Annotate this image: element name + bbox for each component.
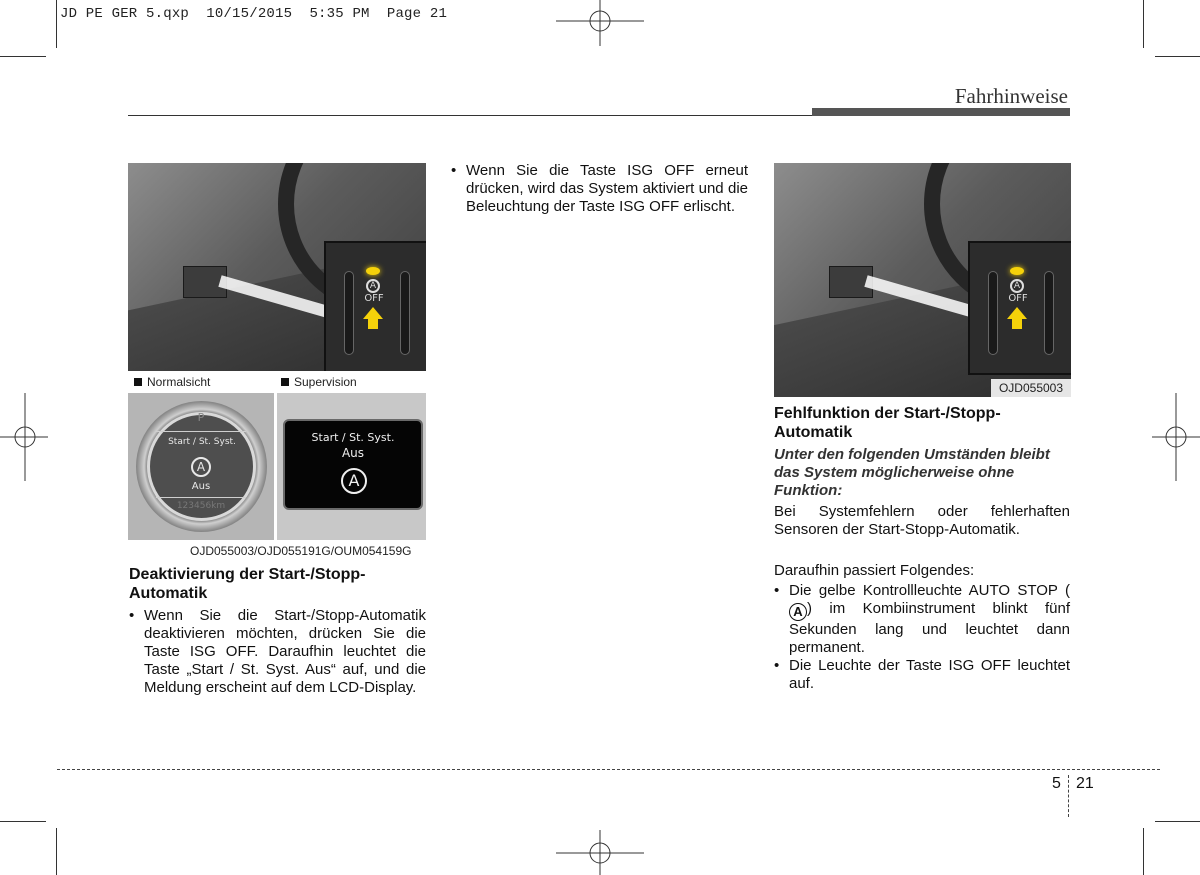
gauge-panel	[128, 393, 274, 540]
reactivation-list	[451, 162, 748, 216]
list-item: • Die gelbe Kontrollleuchte AUTO STOP (A ) im Kombiinstrument blinkt fünf Sekunden lang und leuchtet dann permanent.	[774, 582, 1070, 657]
button-zoom-inset	[968, 241, 1071, 375]
press-arrow-icon	[1007, 307, 1027, 319]
lcd-panel	[277, 393, 426, 540]
consequence-list	[774, 582, 1070, 693]
auto-stop-icon: A	[366, 279, 380, 293]
footer-divider	[57, 769, 1160, 770]
lcd-title: Start / St. Syst.	[311, 431, 395, 444]
header-rule-bar	[812, 108, 1070, 116]
auto-stop-icon: A	[341, 468, 367, 494]
gauge-odometer: 123456km	[176, 501, 226, 511]
gauge-status: Aus	[191, 481, 211, 492]
auto-stop-icon: A	[191, 457, 211, 477]
header-rule	[128, 115, 812, 116]
lcd-status: Aus	[341, 446, 365, 460]
deactivation-list	[129, 607, 426, 697]
figure-label-normal: Normalsicht	[134, 375, 210, 389]
heading-malfunction: Fehlfunktion der Start-/Stopp-Automatik	[774, 405, 1001, 441]
off-label: OFF	[364, 293, 384, 304]
list-item: • Wenn Sie die Taste ISG OFF erneut drücken, wird das System aktiviert und die Beleuchtung der Taste ISG OFF erlischt.	[451, 162, 748, 216]
heading-deactivation: Deaktivierung der Start-/Stopp-Automatik	[129, 566, 366, 602]
press-arrow-icon	[363, 307, 383, 319]
auto-stop-icon: A	[789, 603, 807, 621]
gauge-title: Start / St. Syst.	[168, 437, 236, 447]
page-number: 21	[1076, 775, 1094, 792]
malfunction-subheading: Unter den folgenden Umständen bleibt das System möglicherweise ohne Funktion:	[774, 446, 1050, 499]
malfunction-paragraph: Bei Systemfehlern oder fehlerhaften Sensoren der Start-Stopp-Automatik.	[774, 503, 1070, 538]
dashboard-photo-left	[128, 163, 426, 371]
figure-code-right: OJD055003	[991, 379, 1071, 397]
section-title: Fahrhinweise	[954, 84, 1068, 108]
chapter-number: 5	[1052, 775, 1061, 792]
auto-stop-icon: A	[1010, 279, 1024, 293]
button-zoom-inset	[324, 241, 426, 371]
off-label: OFF	[1008, 293, 1028, 304]
gauge-gear: P	[197, 411, 205, 424]
list-item: • Wenn Sie die Start-/Stopp-Automatik deaktivieren möchten, drücken Sie die Taste ISG OFF. Daraufhin leuchtet die Taste „Start / St. Syst. Aus“ auf, und die Meldung erscheint auf dem LCD-Display.	[129, 607, 426, 697]
print-header: JD PE GER 5.qxp 10/15/2015 5:35 PM Page 21	[60, 6, 448, 22]
figure-label-supervision: Supervision	[281, 375, 357, 389]
page-number-divider	[1068, 775, 1069, 817]
list-item: • Die Leuchte der Taste ISG OFF leuchtet auf.	[774, 657, 1070, 693]
lcd-display	[283, 419, 423, 510]
consequence-intro: Daraufhin passiert Folgendes:	[774, 562, 975, 579]
figure-code-left: OJD055003/OJD055191G/OUM054159G	[190, 544, 412, 558]
dashboard-photo-right	[774, 163, 1071, 397]
